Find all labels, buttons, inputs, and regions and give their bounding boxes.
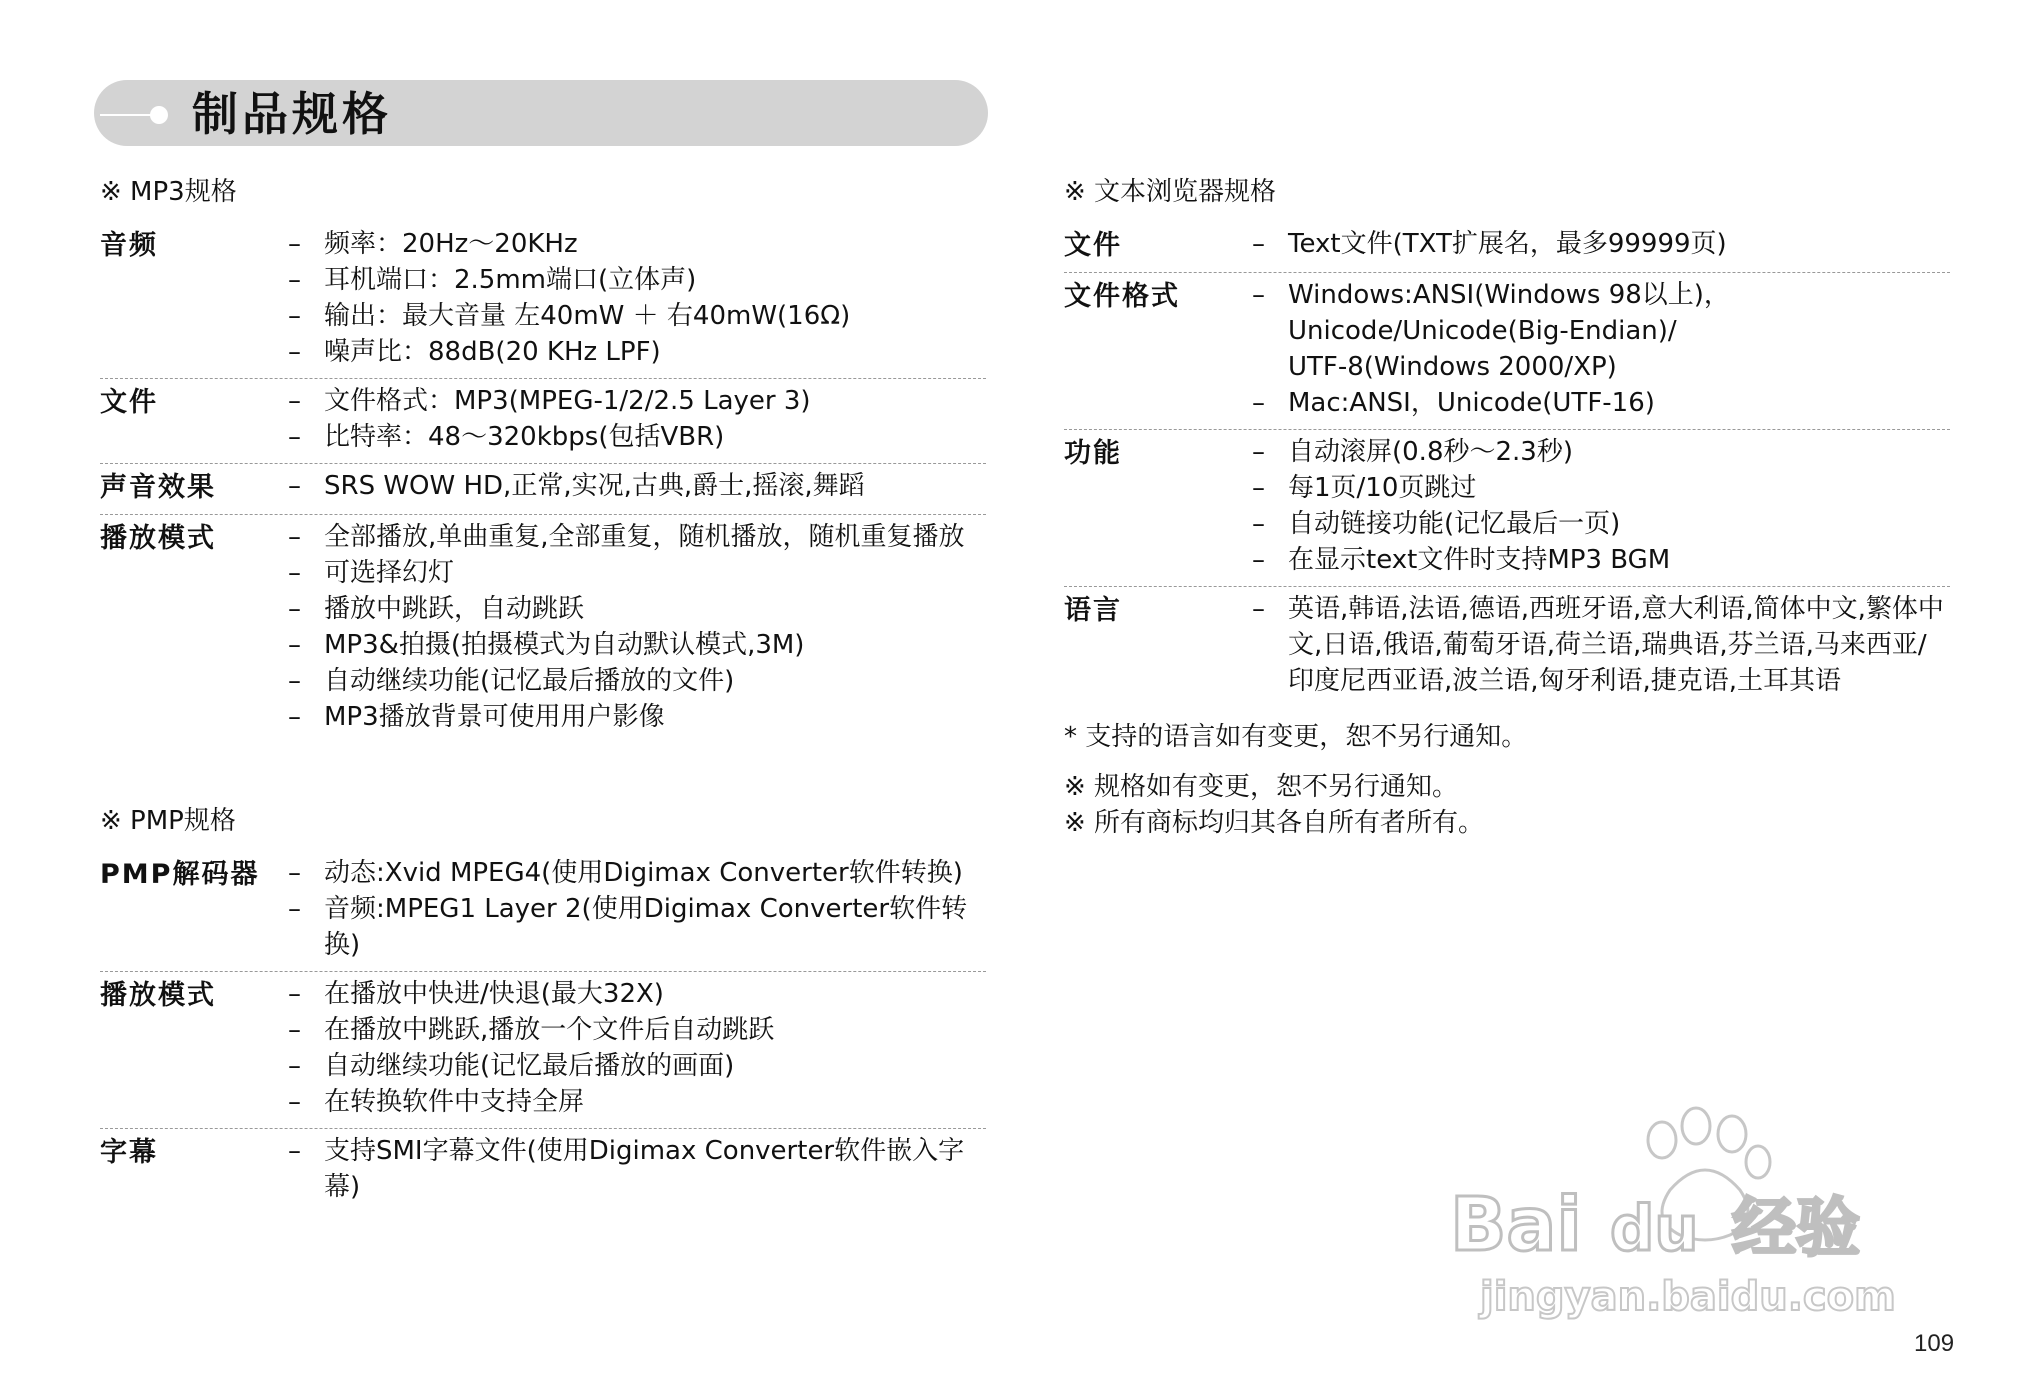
spec-row-label: 文件格式 [1064, 281, 1180, 312]
spec-row-items [288, 383, 986, 455]
spec-item-continuation: Unicode/Unicode(Big-Endian)/ [1288, 316, 1677, 346]
spec-item: – 自动链接功能(记忆最后一页) [1252, 509, 1621, 539]
spec-row-label: 播放模式 [100, 980, 216, 1011]
spec-item: – 耳机端口：2.5mm端口(立体声) [288, 265, 697, 295]
language-change-note: * 支持的语言如有变更，恕不另行通知。 [1064, 722, 1528, 752]
spec-item-text: MP3&拍摄(拍摄模式为自动默认模式,3M) [324, 630, 805, 660]
spec-item: – 在转换软件中支持全屏 [288, 1087, 585, 1117]
spec-item: – 噪声比：88dB(20 KHz LPF) [288, 337, 661, 367]
spec-row-items [1252, 434, 1950, 578]
spec-item-text: 支持SMI字幕文件(使用Digimax Converter软件嵌入字幕) [324, 1136, 965, 1202]
spec-row [100, 1129, 986, 1213]
spec-item-text: 输出：最大音量 左40mW ＋ 右40mW(16Ω) [324, 301, 851, 331]
spec-row-items [288, 468, 986, 506]
page-title: 制品规格 [192, 87, 392, 141]
spec-row-label: 文件 [100, 387, 158, 418]
spec-row [100, 222, 986, 379]
pmp-spec-table [100, 851, 986, 1213]
spec-row [100, 972, 986, 1129]
svg-text:经验: 经验 [1732, 1192, 1860, 1266]
svg-text:Bai: Bai [1450, 1182, 1582, 1268]
spec-item: – MP3播放背景可使用用户影像 [288, 702, 665, 732]
mp3-spec-table [100, 222, 986, 743]
spec-item-text: 动态:Xvid MPEG4(使用Digimax Converter软件转换) [324, 858, 963, 888]
text-viewer-spec-heading: ※ 文本浏览器规格 [1064, 177, 1277, 207]
spec-item-text: Mac:ANSI，Unicode(UTF-16) [1288, 388, 1655, 418]
page-number: 109 [1914, 1330, 1955, 1357]
spec-item: – 自动继续功能(记忆最后播放的画面) [288, 1051, 735, 1081]
spec-item-text: 文件格式：MP3(MPEG-1/2/2.5 Layer 3) [324, 386, 811, 416]
spec-row-items [1252, 226, 1950, 264]
spec-item: – 动态:Xvid MPEG4(使用Digimax Converter软件转换) [288, 858, 963, 888]
baidu-jingyan-watermark-logo [1440, 1100, 1920, 1330]
spec-item-text: 在播放中跳跃,播放一个文件后自动跳跃 [324, 1015, 775, 1045]
spec-item: – 可选择幻灯 [288, 558, 455, 588]
spec-item: – 频率：20Hz～20KHz [288, 229, 578, 259]
spec-row [100, 851, 986, 972]
spec-row-label: 语言 [1064, 595, 1122, 626]
spec-item-text: Text文件(TXT扩展名，最多99999页) [1288, 229, 1727, 259]
spec-item: – 文件格式：MP3(MPEG-1/2/2.5 Layer 3) [288, 386, 811, 416]
spec-item: – 音频:MPEG1 Layer 2(使用Digimax Converter软件转换) [288, 894, 968, 960]
spec-row-items [288, 226, 986, 370]
spec-row-items [288, 855, 986, 963]
trademark-note: ※ 所有商标均归其各自所有者所有。 [1064, 808, 1485, 838]
spec-item-text: 频率：20Hz～20KHz [324, 229, 578, 259]
spec-item: – 输出：最大音量 左40mW ＋ 右40mW(16Ω) [288, 301, 851, 331]
text-viewer-spec-table [1064, 222, 1950, 707]
spec-row-label: 播放模式 [100, 523, 216, 554]
spec-item-text: 自动链接功能(记忆最后一页) [1288, 509, 1621, 539]
spec-item: – 播放中跳跃，自动跳跃 [288, 594, 585, 624]
spec-item-text: MP3播放背景可使用用户影像 [324, 702, 665, 732]
spec-row-items [288, 1133, 986, 1205]
right-column [1064, 172, 1950, 841]
spec-item: – 自动继续功能(记忆最后播放的文件) [288, 666, 735, 696]
spec-item: – Mac:ANSI，Unicode(UTF-16) [1252, 388, 1655, 418]
spec-item: – 在播放中快进/快退(最大32X) [288, 979, 664, 1009]
pmp-spec-heading: ※ PMP规格 [100, 806, 236, 836]
spec-item-text: 播放中跳跃，自动跳跃 [324, 594, 585, 624]
spec-row-label: PMP解码器 [100, 859, 260, 890]
spec-item-text: 英语,韩语,法语,德语,西班牙语,意大利语,简体中文,繁体中文,日语,俄语,葡萄牙语,荷兰语,瑞典语,芬兰语,马来西亚/印度尼西亚语,波兰语,匈牙利语,捷克语,土耳其语 [1288, 594, 1944, 696]
spec-item-text: 在转换软件中支持全屏 [324, 1087, 585, 1117]
spec-item-text: 自动继续功能(记忆最后播放的文件) [324, 666, 735, 696]
spec-item-text: 耳机端口：2.5mm端口(立体声) [324, 265, 697, 295]
spec-row [100, 515, 986, 743]
spec-item: – MP3&拍摄(拍摄模式为自动默认模式,3M) [288, 630, 805, 660]
spec-row-label: 文件 [1064, 230, 1122, 261]
left-column [100, 172, 986, 1213]
svg-text:jingyan.baidu.com: jingyan.baidu.com [1480, 1274, 1896, 1320]
mp3-spec-heading: ※ MP3规格 [100, 177, 237, 207]
spec-row [100, 464, 986, 515]
spec-item-text: 全部播放,单曲重复,全部重复，随机播放，随机重复播放 [324, 522, 965, 552]
spec-item-text: Windows:ANSI(Windows 98以上)， [1288, 280, 1730, 310]
spec-item-text: 在显示text文件时支持MP3 BGM [1288, 545, 1671, 575]
spec-row-items [1252, 277, 1950, 421]
spec-row-label: 音频 [100, 230, 158, 261]
spec-item-text: 在播放中快进/快退(最大32X) [324, 979, 664, 1009]
svg-text:du: du [1610, 1192, 1699, 1265]
spec-row-items [288, 519, 986, 735]
spec-item-text: 可选择幻灯 [324, 558, 455, 588]
spec-item: – Windows:ANSI(Windows 98以上)， [1252, 280, 1730, 310]
spec-item-text: 噪声比：88dB(20 KHz LPF) [324, 337, 661, 367]
spec-row [1064, 273, 1950, 430]
spec-item-text: 自动滚屏(0.8秒～2.3秒) [1288, 437, 1573, 467]
spec-row-label: 声音效果 [100, 472, 216, 503]
spec-item-text: 自动继续功能(记忆最后播放的画面) [324, 1051, 735, 1081]
spec-row [1064, 222, 1950, 273]
spec-row [100, 379, 986, 464]
spec-item: – 在显示text文件时支持MP3 BGM [1252, 545, 1671, 575]
spec-row-items [288, 976, 986, 1120]
spec-row-label: 功能 [1064, 438, 1122, 469]
spec-row-items [1252, 591, 1950, 699]
spec-item: – 在播放中跳跃,播放一个文件后自动跳跃 [288, 1015, 775, 1045]
spec-item-text: 比特率：48～320kbps(包括VBR) [324, 422, 725, 452]
spec-item: – 每1页/10页跳过 [1252, 473, 1477, 503]
spec-item: – 英语,韩语,法语,德语,西班牙语,意大利语,简体中文,繁体中文,日语,俄语,葡萄牙语,荷兰语,瑞典语,芬兰语,马来西亚/印度尼西亚语,波兰语,匈牙利语,捷克语,土耳其语 [1252, 594, 1944, 696]
title-decoration-line [100, 114, 154, 116]
spec-row [1064, 430, 1950, 587]
spec-row-label: 字幕 [100, 1137, 158, 1168]
spec-item: – Text文件(TXT扩展名，最多99999页) [1252, 229, 1727, 259]
spec-item: – SRS WOW HD,正常,实况,古典,爵士,摇滚,舞蹈 [288, 471, 865, 501]
spec-item-text: 音频:MPEG1 Layer 2(使用Digimax Converter软件转换) [324, 894, 968, 960]
spec-item: – 全部播放,单曲重复,全部重复，随机播放，随机重复播放 [288, 522, 965, 552]
spec-item-text: 每1页/10页跳过 [1288, 473, 1477, 503]
spec-item: – 自动滚屏(0.8秒～2.3秒) [1252, 437, 1573, 467]
spec-item-continuation: UTF-8(Windows 2000/XP) [1288, 352, 1617, 382]
title-decoration-dot [150, 106, 168, 124]
spec-change-note: ※ 规格如有变更，恕不另行通知。 [1064, 772, 1459, 802]
spec-row [1064, 587, 1950, 707]
spec-item: – 比特率：48～320kbps(包括VBR) [288, 422, 725, 452]
spec-item: – 支持SMI字幕文件(使用Digimax Converter软件嵌入字幕) [288, 1136, 965, 1202]
spec-item-text: SRS WOW HD,正常,实况,古典,爵士,摇滚,舞蹈 [324, 471, 865, 501]
